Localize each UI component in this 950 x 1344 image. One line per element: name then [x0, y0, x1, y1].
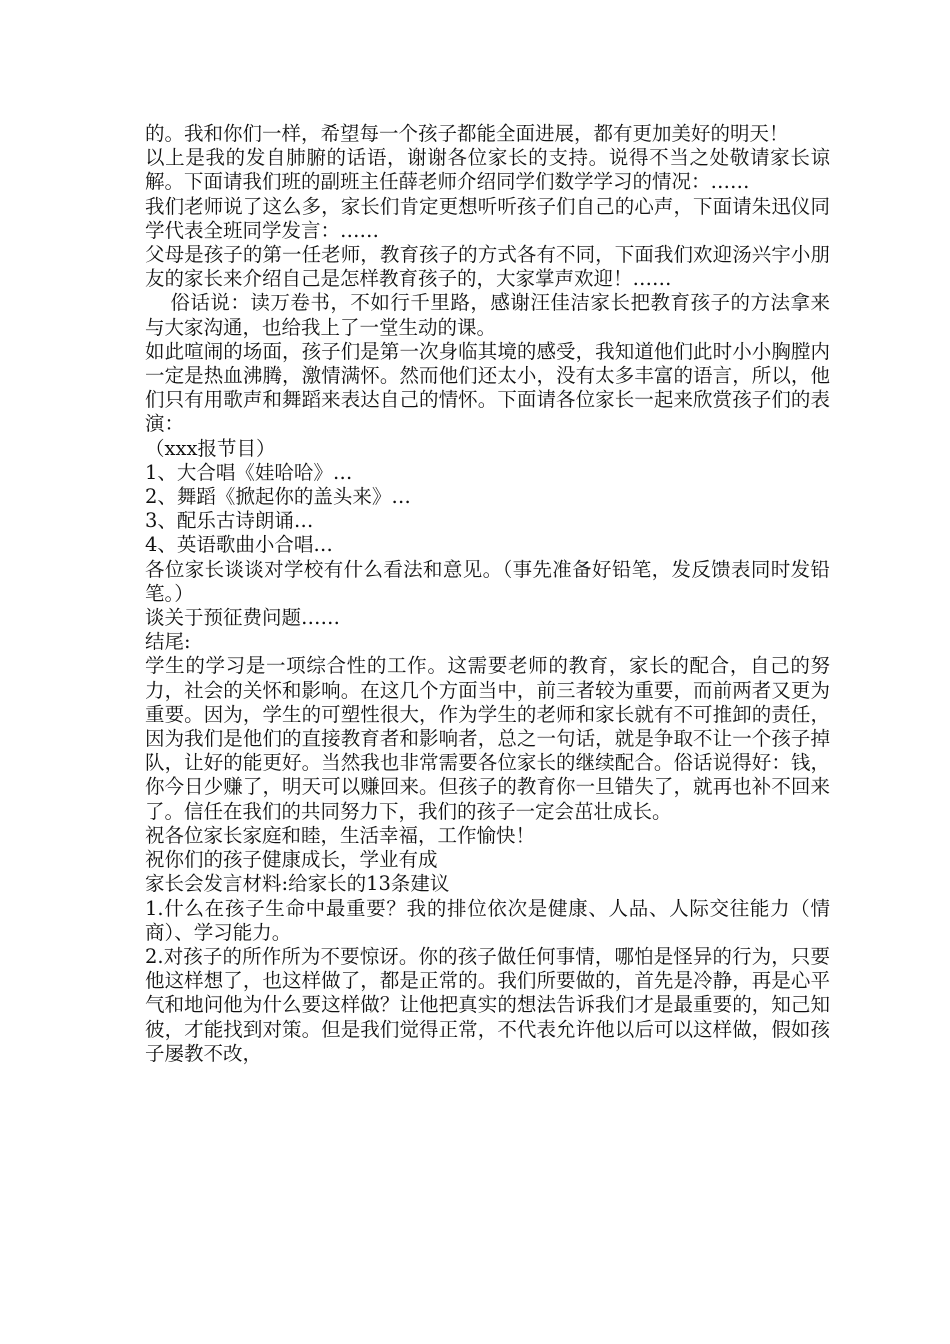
document-page: [145, 122, 830, 1066]
program-item: 2、舞蹈《掀起你的盖头来》…: [145, 485, 411, 509]
paragraph-parent-thanks: 俗话说：读万卷书，不如行千里路，感谢汪佳洁家长把教育孩子的方法拿来与大家沟通，也给我上了一堂生动的课。: [145, 291, 830, 339]
program-item: 1、大合唱《娃哈哈》…: [145, 460, 353, 484]
paragraph-parent-feedback: 各位家长谈谈对学校有什么看法和意见。（事先准备好铅笔，发反馈表同时发铅笔。）: [145, 557, 830, 605]
program-heading: （xxx报节目）: [145, 436, 276, 460]
paragraph-thanks-math-intro: 以上是我的发自肺腑的话语，谢谢各位家长的支持。说得不当之处敬请家长谅解。下面请我们班的副班主任薛老师介绍同学们数学学习的情况：……: [145, 146, 830, 194]
paragraph-wish-children: 祝你们的孩子健康成长，学业有成: [145, 848, 438, 872]
paragraph-performance-intro: 如此喧闹的场面，孩子们是第一次身临其境的感受，我知道他们此时小小胸膛内一定是热血沸腾，激情满怀。然而他们还太小，没有太多丰富的语言，所以，他们只有用歌声和舞蹈来表达自己的情怀。下面请各位家长一起来欣赏孩子们的表演：: [145, 339, 830, 436]
paragraph-fee-topic: 谈关于预征费问题……: [145, 606, 341, 630]
program-item: 4、英语歌曲小合唱…: [145, 533, 333, 557]
program-item: 3、配乐古诗朗诵…: [145, 509, 314, 533]
section-heading-ending: 结尾:: [145, 630, 191, 654]
paragraph-wish-families: 祝各位家长家庭和睦，生活幸福，工作愉快！: [145, 823, 536, 847]
suggestion-item-2: 2.对孩子的所作所为不要惊讶。你的孩子做任何事情，哪怕是怪异的行为，只要他这样想了，也这样做了，都是正常的。我们所要做的，首先是冷静，再是心平气和地问他为什么要这样做？让他把真实的想法告诉我们才是最重要的，知己知彼，才能找到对策。但是我们觉得正常，不代表允许他以后可以这样做，假如孩子屡教不改，: [145, 944, 830, 1065]
paragraph-parent-speech-intro: 父母是孩子的第一任老师，教育孩子的方式各有不同，下面我们欢迎汤兴宇小朋友的家长来介绍自己是怎样教育孩子的，大家掌声欢迎！……: [145, 243, 830, 291]
paragraph-closing-wish: 的。我和你们一样，希望每一个孩子都能全面进展，都有更加美好的明天！: [145, 122, 789, 145]
suggestion-item-1: 1.什么在孩子生命中最重要？我的排位依次是健康、人品、人际交往能力（情商）、学习能力。: [145, 896, 830, 944]
section-title-suggestions: 家长会发言材料:给家长的13条建议: [145, 872, 450, 896]
paragraph-student-speech-intro: 我们老师说了这么多，家长们肯定更想听听孩子们自己的心声，下面请朱迅仪同学代表全班同学发言：……: [145, 194, 830, 242]
paragraph-ending-body: 学生的学习是一项综合性的工作。这需要老师的教育，家长的配合，自己的努力，社会的关怀和影响。在这几个方面当中，前三者较为重要，而前两者又更为重要。因为，学生的可塑性很大，作为学生的老师和家长就有不可推卸的责任，因为我们是他们的直接教育者和影响者，总之一句话，就是争取不让一个孩子掉队，让好的能更好。当然我也非常需要各位家长的继续配合。俗话说得好：钱，你今日少赚了，明天可以赚回来。但孩子的教育你一旦错失了，就再也补不回来了。信任在我们的共同努力下，我们的孩子一定会茁壮成长。: [145, 654, 830, 823]
